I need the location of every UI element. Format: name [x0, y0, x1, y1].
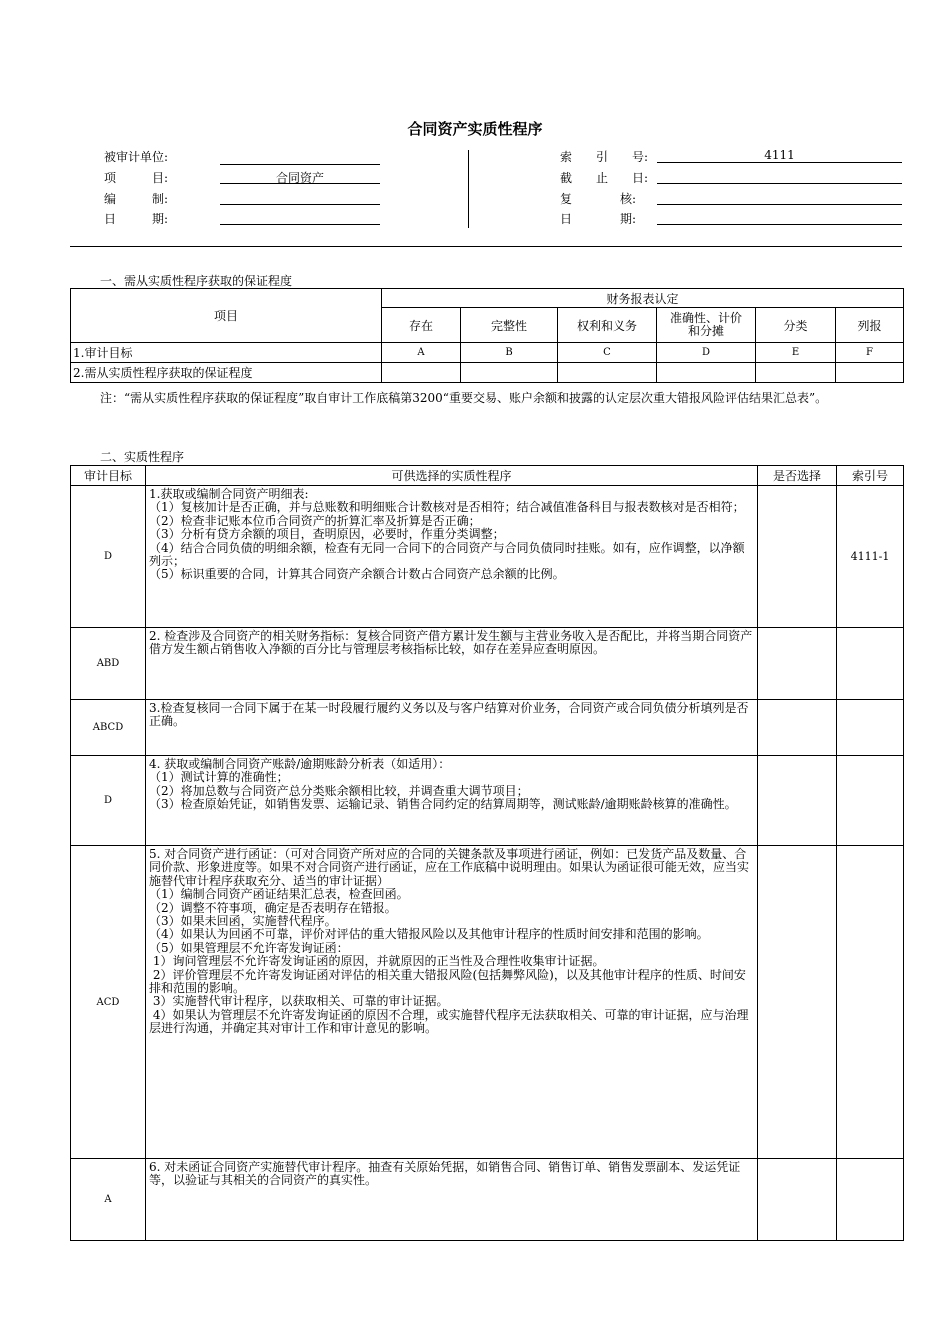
selected-cell[interactable] [758, 846, 837, 1159]
row-label: 1.审计目标 [71, 343, 382, 363]
date2-label: 日 期: [560, 212, 637, 226]
procedure-cell: 1.获取或编制合同资产明细表: （1）复核加计是否正确，并与总账数和明细账合计数核对是否相符；结合减值准备科目与报表数核对是否相符； （2）检查非记账本位币合同资产的折算汇率及折算是否正确； （3）分析有贷方余额的项目，查明原因，必要时，作重分类调整； （4）结合合同负债的明细余额，检查有无同一合同下的合同资产与合同负债同时挂账。如有，应作调整，以净额列示； （5）标识重要的合同，计算其合同资产余额合计数占合同资产总余额的比例。 [146, 486, 758, 628]
procedure-row [71, 700, 904, 756]
date2-field[interactable] [657, 210, 902, 225]
selected-cell[interactable] [758, 486, 837, 628]
client-field[interactable] [220, 150, 380, 165]
col-presentation: 列报 [836, 308, 904, 343]
cell-value: A [382, 343, 461, 363]
selected-cell[interactable] [758, 1159, 837, 1241]
section2-heading: 二、实质性程序 [100, 450, 185, 464]
review-field[interactable] [657, 190, 902, 205]
index-cell[interactable] [837, 756, 904, 846]
cell-value: B [461, 343, 558, 363]
procedure-cell: 2. 检查涉及合同资产的相关财务指标：复核合同资产借方累计发生额与主营业务收入是否配比，并将当期合同资产借方发生额占销售收入净额的百分比与管理层考核指标比较，如存在差异应查明原因。 [146, 628, 758, 700]
index-cell[interactable] [837, 700, 904, 756]
assertions-header: 财务报表认定 [382, 289, 904, 308]
procedure-row [71, 486, 904, 628]
cell-input[interactable] [836, 363, 904, 383]
header-index: 索引号 [837, 466, 904, 486]
cell-input[interactable] [461, 363, 558, 383]
note-text: 注：“需从实质性程序获取的保证程度”取自审计工作底稿第3200“重要交易、账户余额和披露的认定层次重大错报风险评估结果汇总表”。 [100, 391, 828, 405]
cutoff-field[interactable] [657, 169, 902, 184]
col-completeness: 完整性 [461, 308, 558, 343]
header-procedure: 可供选择的实质性程序 [146, 466, 758, 486]
procedures-table [70, 465, 904, 1241]
header-rule [70, 246, 902, 247]
cell-input[interactable] [558, 363, 657, 383]
assurance-table [70, 288, 904, 383]
procedure-row [71, 756, 904, 846]
index-cell[interactable] [837, 628, 904, 700]
col-classification: 分类 [756, 308, 836, 343]
cell-value: C [558, 343, 657, 363]
cell-value: E [756, 343, 836, 363]
index-cell[interactable] [837, 1159, 904, 1241]
objective-cell: ABCD [71, 700, 146, 756]
selected-cell[interactable] [758, 628, 837, 700]
cell-value: D [657, 343, 756, 363]
col-existence: 存在 [382, 308, 461, 343]
prepared-label: 编 制: [104, 192, 169, 206]
prepared-field[interactable] [220, 190, 380, 205]
col-accuracy: 准确性、计价 和分摊 [657, 308, 756, 343]
objective-cell: ABD [71, 628, 146, 700]
procedure-row [71, 846, 904, 1159]
procedure-cell: 6. 对未函证合同资产实施替代审计程序。抽查有关原始凭据，如销售合同、销售订单、销售发票副本、发运凭证等，以验证与其相关的合同资产的真实性。 [146, 1159, 758, 1241]
objective-cell: ACD [71, 846, 146, 1159]
procedure-cell: 5. 对合同资产进行函证：（可对合同资产所对应的合同的关键条款及事项进行函证，例如：已发货产品及数量、合同价款、形象进度等。如果不对合同资产进行函证，应在工作底稿中说明理由。如果认为函证很可能无效，应当实施替代审计程序获取充分、适当的审计证据） （1）编制合同资产函证结果汇总表，检查回函。 （2）调整不符事项，确定是否表明存在错报。 （3）如果未回函，实施替代程序。 （4）如果认为回函不可靠，评价对评估的重大错报风险以及其他审计程序的性质时间安排和范围的影响。 （5）如果管理层不允许寄发询证函： 1）询问管理层不允许寄发询证函的原因，并就原因的正当性及合理性收集审计证据。 2）评价管理层不允许寄发询证函对评估的相关重大错报风险(包括舞弊风险)，以及其他审计程序的性质、时间安排和范围的影响。 3）实施替代审计程序，以获取相关、可靠的审计证据。 4）如果认为管理层不允许寄发询证函的原因不合理，或实施替代程序无法获取相关、可靠的审计证据，应与治理层进行沟通，并确定其对审计工作和审计意见的影响。 [146, 846, 758, 1159]
index-label: 索 引 号: [560, 150, 649, 164]
index-field[interactable]: 4111 [657, 148, 902, 163]
selected-cell[interactable] [758, 756, 837, 846]
selected-cell[interactable] [758, 700, 837, 756]
header-selected: 是否选择 [758, 466, 837, 486]
objective-cell: D [71, 486, 146, 628]
procedure-row [71, 1159, 904, 1241]
procedure-cell: 4. 获取或编制合同资产账龄/逾期账龄分析表（如适用）： （1）测试计算的准确性； （2）将加总数与合同资产总分类账余额相比较，并调查重大调节项目； （3）检查原始凭证，如销售发票、运输记录、销售合同约定的结算周期等，测试账龄/逾期账龄核算的准确性。 [146, 756, 758, 846]
section1-heading: 一、需从实质性程序获取的保证程度 [100, 274, 293, 288]
index-cell[interactable]: 4111-1 [837, 486, 904, 628]
page-title: 合同资产实质性程序 [407, 120, 543, 138]
index-cell[interactable] [837, 846, 904, 1159]
review-label: 复 核: [560, 192, 637, 206]
cell-input[interactable] [756, 363, 836, 383]
item-header: 项目 [71, 289, 382, 343]
header-divider [468, 150, 469, 228]
item-label: 项 目: [104, 171, 169, 185]
procedure-cell: 3.检查复核同一合同下属于在某一时段履行履约义务以及与客户结算对价业务，合同资产或合同负债分析填列是否正确。 [146, 700, 758, 756]
date-label: 日 期: [104, 212, 169, 226]
row-label: 2.需从实质性程序获取的保证程度 [71, 363, 382, 383]
cutoff-label: 截 止 日: [560, 171, 649, 185]
cell-value: F [836, 343, 904, 363]
date-field[interactable] [220, 210, 380, 225]
item-field[interactable]: 合同资产 [220, 169, 380, 184]
procedure-row [71, 628, 904, 700]
col-rights: 权利和义务 [558, 308, 657, 343]
cell-input[interactable] [382, 363, 461, 383]
client-label: 被审计单位: [104, 150, 169, 164]
header-objective: 审计目标 [71, 466, 146, 486]
cell-input[interactable] [657, 363, 756, 383]
objective-cell: A [71, 1159, 146, 1241]
objective-cell: D [71, 756, 146, 846]
